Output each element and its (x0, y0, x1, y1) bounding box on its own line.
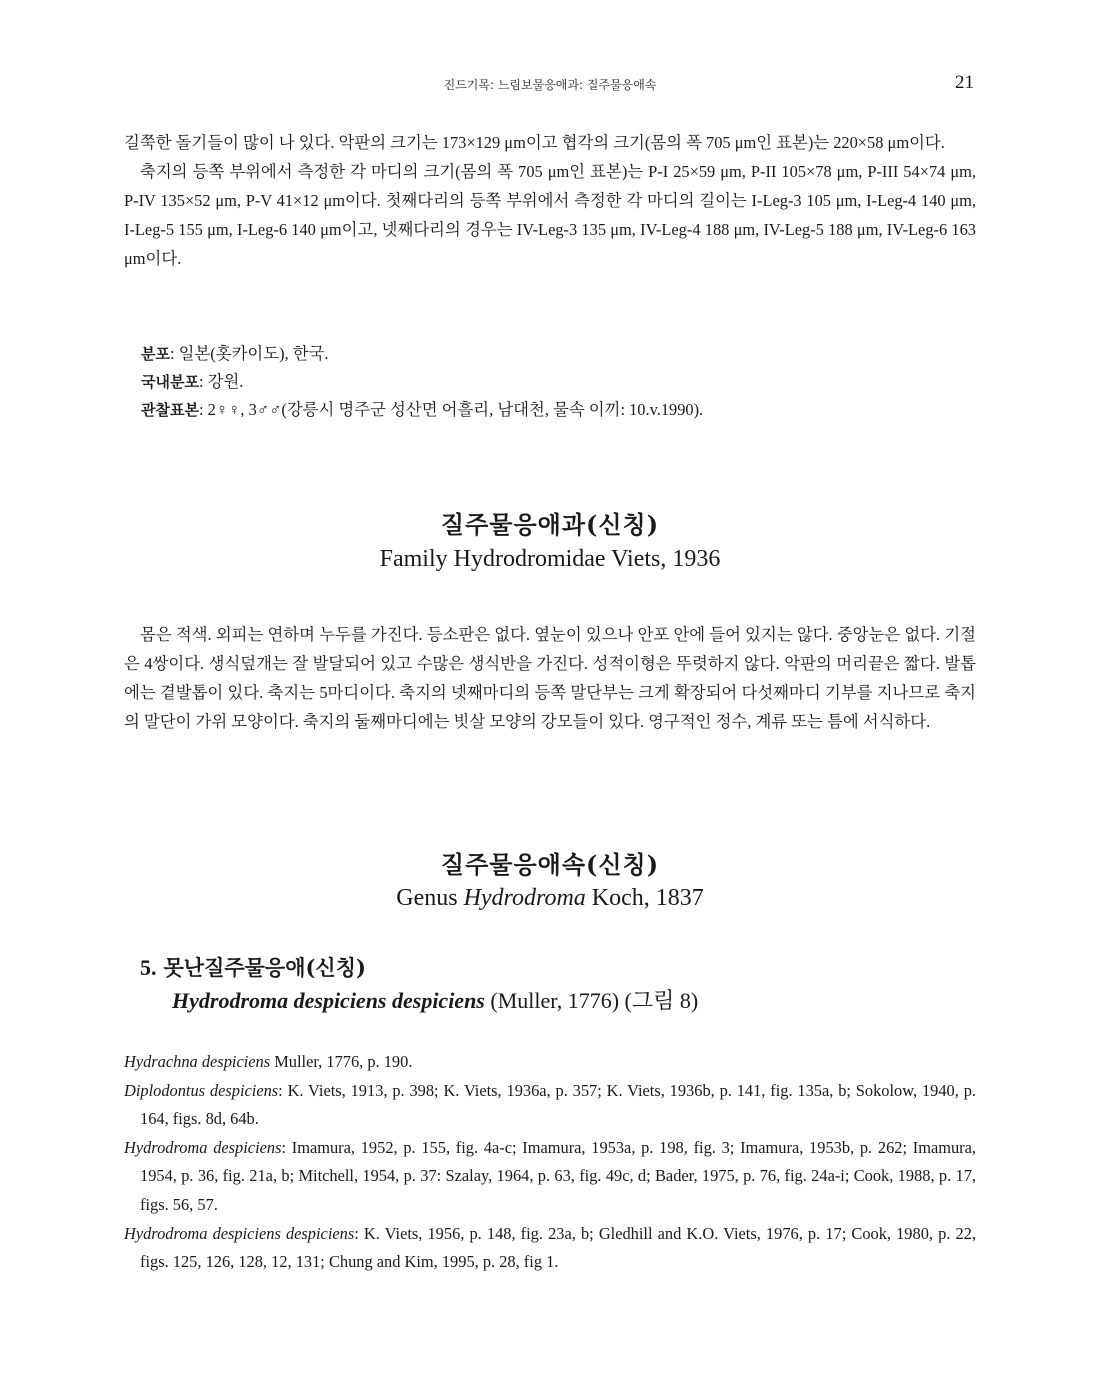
synonym-taxon: Hydrodroma despiciens despiciens (124, 1223, 355, 1243)
synonym-taxon: Hydrodroma despiciens (124, 1137, 282, 1157)
family-title-en: Family Hydrodromidae Viets, 1936 (379, 546, 721, 572)
species-heading-line-1 (140, 952, 980, 985)
domestic-distribution-label: 국내분포 (141, 373, 199, 391)
specimens-row (141, 396, 976, 424)
synonymy-entry (124, 1134, 976, 1220)
genus-title-en (0, 885, 1100, 912)
species-heading-line-2 (140, 985, 980, 1017)
domestic-distribution-row (141, 368, 976, 396)
domestic-distribution-value: : 강원. (198, 372, 244, 391)
running-header: 진드기목: 느림보물응애과: 질주물응애속 (443, 78, 657, 92)
intro-paragraph-1: 길쭉한 돌기들이 많이 나 있다. 악판의 크기는 173×129 μm이고 협각의 크기(몸의 폭 705 μm인 표본)는 220×58 μm이다. (124, 133, 945, 152)
species-heading (140, 952, 980, 1017)
specimens-value: : 2♀♀, 3♂♂(강릉시 명주군 성산면 어흘리, 남대천, 물속 이끼: 10.v.1990). (198, 400, 704, 419)
synonym-references: Muller, 1776, p. 190. (270, 1052, 413, 1071)
family-description-block (124, 620, 976, 736)
synonymy-entry (124, 1077, 976, 1134)
genus-title-suffix: Koch, 1837 (585, 885, 704, 911)
distribution-block (141, 340, 976, 424)
species-name-ko: 못난질주물응애(신칭) (163, 955, 366, 980)
family-description: 몸은 적색. 외피는 연하며 누두를 가진다. 등소판은 없다. 옆눈이 있으나 안포 안에 들어 있지는 않다. 중앙눈은 없다. 기절은 4쌍이다. 생식덮개는 잘 발달되어 있고 수많은 생식반을 가진다. 성적이형은 뚜렷하지 않다. 악판의 머리끝은 짧다. 발톱에는 곁발톱이 있다. 축지는 5마디이다. 축지의 넷째마디의 등쪽 말단부는 크게 확장되어 다섯째마디 기부를 지나므로 축지의 말단이 가위 모양이다. 축지의 둘째마디에는 빗살 모양의 강모들이 있다. 영구적인 정수, 계류 또는 틈에 서식하다. (124, 625, 976, 731)
page-number: 21 (955, 72, 974, 93)
synonym-taxon: Hydrachna despiciens (124, 1052, 271, 1071)
intro-paragraph-2: 축지의 등쪽 부위에서 측정한 각 마디의 크기(몸의 폭 705 μm인 표본)는 P-I 25×59 μm, P-II 105×78 μm, P-III 54×74 μm, P-IV 135×52 μm, P-V 41×12 μm이다. 첫째다리의 등쪽 부위에서 측정한 각 마디의 길이는 I-Leg-3 105 μm, I-Leg-4 140 μm, I-Leg-5 155 μm, I-Leg-6 140 μm이고, 넷째다리의 경우는 IV-Leg-3 135 μm, IV-Leg-4 188 μm, IV-Leg-5 188 μm, IV-Leg-6 163 μm이다. (124, 162, 976, 268)
synonym-references: : K. Viets, 1913, p. 398; K. Viets, 1936a, p. 357; K. Viets, 1936b, p. 141, fig. 135a, b; Sokolow, 1940, p. 164, figs. 8d, 64b. (140, 1080, 976, 1129)
species-name-scientific: Hydrodroma despiciens despiciens (172, 988, 485, 1013)
species-number: 5. (140, 955, 157, 980)
synonymy-list (124, 1048, 976, 1277)
genus-title-genus: Hydrodroma (463, 885, 586, 911)
distribution-row (141, 340, 976, 368)
synonymy-entry (124, 1048, 976, 1077)
synonym-taxon: Diplodontus despiciens (124, 1080, 279, 1100)
synonym-references: : Imamura, 1952, p. 155, fig. 4a-c; Imamura, 1953a, p. 198, fig. 3; Imamura, 1953b, p. 262; Imamura, 1954, p. 36, fig. 21a, b; Mitchell, 1954, p. 37: Szalay, 1964, p. 63, fig. 49c, d; Bader, 1975, p. 76, fig. 24a-i; Cook, 1988, p. 17, figs. 56, 57. (140, 1137, 976, 1214)
specimens-label: 관찰표본 (141, 401, 199, 419)
synonym-references: : K. Viets, 1956, p. 148, fig. 23a, b; Gledhill and K.O. Viets, 1976, p. 17; Cook, 1980, p. 22, figs. 125, 126, 128, 12, 131; Chung and Kim, 1995, p. 28, fig 1. (140, 1223, 976, 1272)
genus-title-ko: 질주물응애속(신칭) (440, 850, 660, 879)
synonymy-entry (124, 1220, 976, 1277)
distribution-value: : 일본(홋카이도), 한국. (169, 344, 329, 363)
species-authority: (Muller, 1776) (그림 8) (484, 988, 699, 1013)
genus-title-prefix: Genus (396, 885, 464, 911)
family-title-ko: 질주물응애과(신칭) (440, 510, 660, 539)
intro-text (124, 128, 976, 273)
distribution-label: 분포 (141, 345, 170, 363)
